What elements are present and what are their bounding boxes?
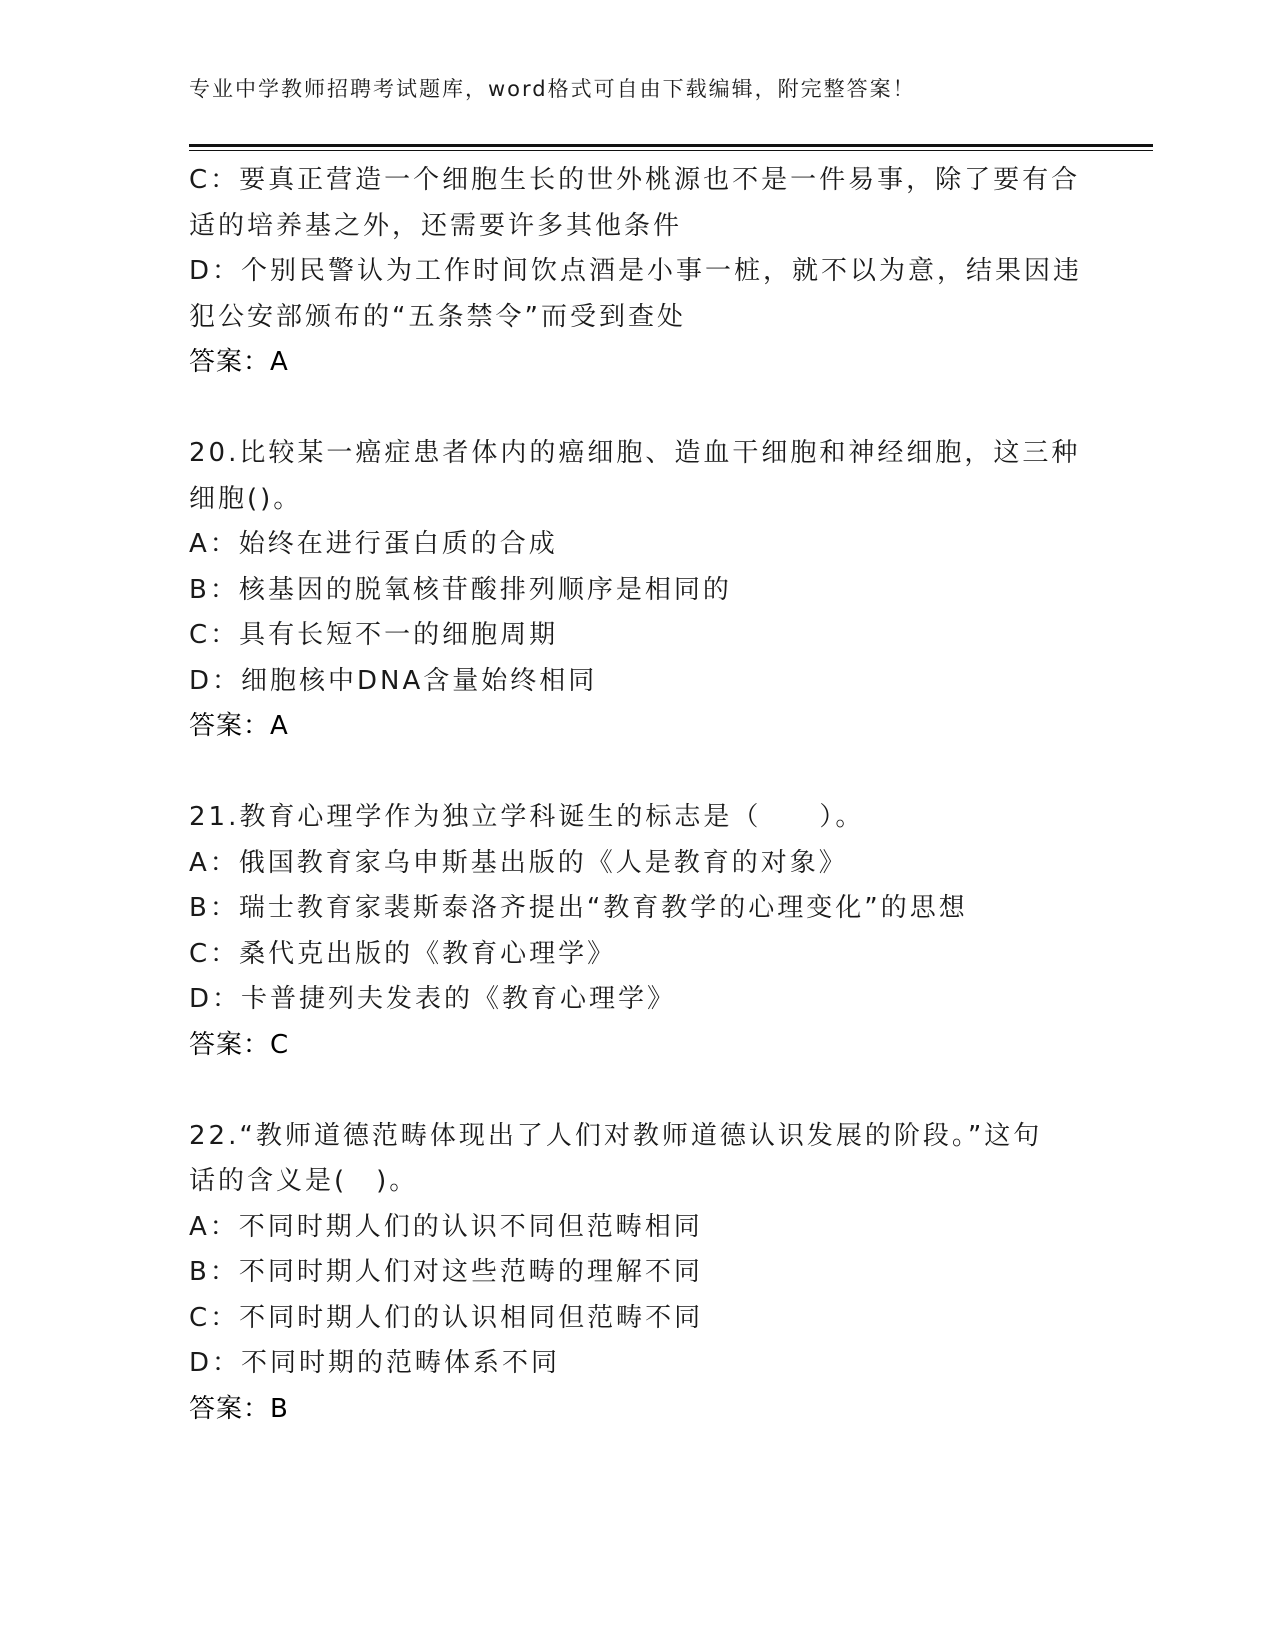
header-rule-thick <box>189 144 1153 147</box>
q19-option-c-line2: 适的培养基之外，还需要许多其他条件 <box>189 210 683 241</box>
q21-option-d: D：卡普捷列夫发表的《教育心理学》 <box>189 984 677 1014</box>
q19-option-d-line1: D：个别民警认为工作时间饮点酒是小事一桩，就不以为意，结果因违 <box>189 256 1083 286</box>
q19-option-d-line2: 犯公安部颁布的“五条禁令”而受到查处 <box>189 301 686 332</box>
q22-option-c: C：不同时期人们的认识相同但范畴不同 <box>189 1302 704 1333</box>
q22-answer: 答案：B <box>189 1393 289 1424</box>
q21-option-b: B：瑞士教育家裴斯泰洛齐提出“教育教学的心理变化”的思想 <box>189 893 968 923</box>
question-20 <box>189 431 1089 750</box>
q20-stem-line1: 20.比较某一癌症患者体内的癌细胞、造血干细胞和神经细胞，这三种 <box>189 438 1081 468</box>
question-22 <box>189 1114 1089 1433</box>
q21-option-c: C：桑代克出版的《教育心理学》 <box>189 938 617 969</box>
spacer <box>189 386 1089 432</box>
q19-answer: 答案：A <box>189 347 289 377</box>
q22-option-a: A：不同时期人们的认识不同但范畴相同 <box>189 1211 703 1242</box>
q20-stem-line2: 细胞()。 <box>189 483 303 514</box>
q19-option-c-line1: C：要真正营造一个细胞生长的世外桃源也不是一件易事，除了要有合 <box>189 165 1081 195</box>
q20-option-d: D：细胞核中DNA含量始终相同 <box>189 665 598 696</box>
page-header: 专业中学教师招聘考试题库，word格式可自由下载编辑，附完整答案！ <box>189 77 916 101</box>
q20-option-a: A：始终在进行蛋白质的合成 <box>189 529 558 559</box>
question-19-tail <box>189 158 1089 386</box>
q21-stem-line1: 21.教育心理学作为独立学科诞生的标志是（ ）。 <box>189 802 865 832</box>
q22-stem-line1: 22.“教师道德范畴体现出了人们对教师道德认识发展的阶段。”这句 <box>189 1120 1043 1151</box>
question-content <box>189 158 1089 1432</box>
q22-option-b: B：不同时期人们对这些范畴的理解不同 <box>189 1257 703 1287</box>
spacer <box>189 1068 1089 1114</box>
header-rule-thin <box>189 150 1153 151</box>
question-21 <box>189 795 1089 1068</box>
q20-option-c: C：具有长短不一的细胞周期 <box>189 620 559 650</box>
q20-option-b: B：核基因的脱氧核苷酸排列顺序是相同的 <box>189 574 732 605</box>
q20-answer: 答案：A <box>189 711 289 741</box>
q21-answer: 答案：C <box>189 1029 290 1060</box>
spacer <box>189 750 1089 796</box>
q21-option-a: A：俄国教育家乌申斯基出版的《人是教育的对象》 <box>189 847 848 878</box>
q22-stem-line2: 话的含义是( )。 <box>189 1166 419 1196</box>
q22-option-d: D：不同时期的范畴体系不同 <box>189 1348 561 1378</box>
